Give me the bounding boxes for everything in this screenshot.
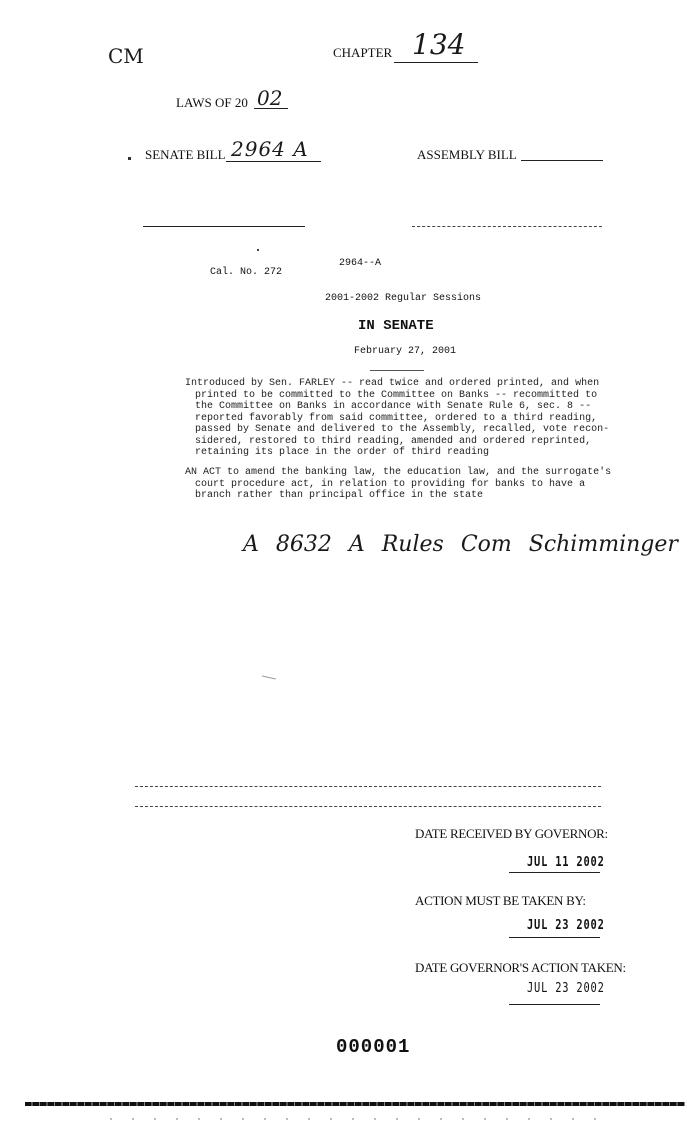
action-taken-underline <box>509 1004 600 1005</box>
action-deadline-underline <box>509 937 600 938</box>
margin-mark <box>128 157 131 160</box>
session-line: 2001-2002 Regular Sessions <box>325 293 482 304</box>
intro-line: reported favorably from said committee, ordered to a third reading, <box>195 412 598 424</box>
chamber-heading: IN SENATE <box>358 318 434 334</box>
handwritten-note: A 8632 A Rules Com Schimminger <box>243 532 678 557</box>
senate-bill-label: SENATE BILL <box>145 147 226 162</box>
date-received-underline <box>509 872 600 873</box>
act-title-paragraph <box>185 467 617 502</box>
action-deadline-stamp: JUL 23 2002 <box>527 918 605 933</box>
divider-upper <box>135 786 601 787</box>
intro-line: the Committee on Banks in accordance with Senate Rule 6, sec. 8 -- <box>195 401 592 412</box>
right-signature-line <box>412 226 602 227</box>
speck <box>257 249 259 251</box>
chapter-number: 134 <box>412 28 466 61</box>
stray-mark <box>262 676 276 680</box>
action-taken-stamp: JUL 23 2002 <box>527 981 605 996</box>
divider-lower <box>135 806 601 807</box>
scan-specks <box>110 1118 610 1120</box>
intro-line: Introduced by Sen. FARLEY -- read twice and ordered printed, and when <box>185 378 600 389</box>
print-number: 2964--A <box>339 258 382 269</box>
act-line: court procedure act, in relation to providing for banks to have a <box>195 478 586 490</box>
calendar-number: Cal. No. 272 <box>210 267 283 278</box>
chapter-underline <box>394 62 478 63</box>
action-taken-label: DATE GOVERNOR'S ACTION TAKEN: <box>415 960 626 975</box>
assembly-bill-label: ASSEMBLY BILL <box>417 147 517 162</box>
assembly-bill-underline <box>521 160 603 161</box>
act-line: branch rather than principal office in the state <box>195 490 484 501</box>
action-deadline-label: ACTION MUST BE TAKEN BY: <box>415 893 586 908</box>
intro-line: retaining its place in the order of third reading <box>195 447 490 458</box>
act-line: AN ACT to amend the banking law, the education law, and the surrogate's <box>185 467 612 478</box>
senate-bill-number: 2964 A <box>231 137 309 161</box>
scan-edge-rule <box>25 1102 685 1106</box>
page-number: 000001 <box>336 1036 411 1058</box>
laws-year-suffix: 02 <box>257 86 283 110</box>
intro-line: sidered, restored to third reading, amended and ordered reprinted, <box>195 435 592 447</box>
senate-bill-underline <box>226 161 321 162</box>
introduction-date: February 27, 2001 <box>354 346 457 357</box>
handwritten-initials: CM <box>108 44 144 68</box>
introduction-paragraph <box>185 378 617 459</box>
date-underline <box>370 370 424 371</box>
date-received-stamp: JUL 11 2002 <box>527 855 605 870</box>
date-received-label: DATE RECEIVED BY GOVERNOR: <box>415 826 608 841</box>
intro-line: printed to be committed to the Committee on Banks -- recommitted to <box>195 389 598 401</box>
laws-year-underline <box>254 108 288 109</box>
laws-of-label: LAWS OF 20 <box>176 95 248 110</box>
chapter-label: CHAPTER <box>333 45 393 60</box>
left-signature-line <box>143 226 305 227</box>
intro-line: passed by Senate and delivered to the Assembly, recalled, vote recon- <box>195 424 610 435</box>
